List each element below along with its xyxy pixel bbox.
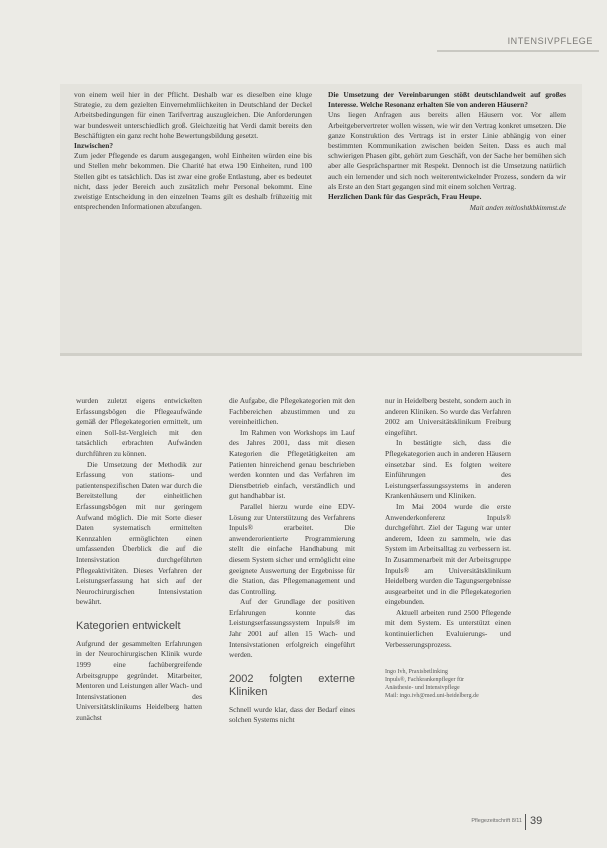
caption-line: Anästhesie- und Intensivpflege — [385, 685, 460, 692]
section-tag: INTENSIVPFLEGE — [507, 36, 593, 46]
article-paragraph: nur in Heidelberg besteht, sondern auch in anderen Kliniken. So wurde das Verfahren 2002 am Universitätsklinikum Freiburg eingeführt. — [385, 396, 511, 437]
interview-right-column — [328, 90, 566, 353]
interview-signoff: Mait anden mitloshtkbkimmst.de — [469, 203, 566, 213]
interview-box — [60, 84, 582, 356]
article-column-1 — [76, 396, 202, 724]
page-number: 39 — [530, 815, 543, 827]
interview-question: Inzwischen? — [74, 141, 114, 151]
subheading-kategorien: Kategorien entwickelt — [76, 619, 181, 632]
article-paragraph: Im Mai 2004 wurde die erste Anwenderkonferenz Inpuls® durchgeführt. Ziel der Tagung war unter anderem, Ideen zu sammeln, wie das System im Arbeitsalltag zu verbessern ist. In Zusammenarbeit mit der Arbeitsgruppe Inpuls® am Universitätsklinikum Heidelberg wurden die Tagungsergebnisse ausgearbeitet und in die Pflegekategorien eingebunden. — [385, 501, 511, 607]
publication-name: Pflegezeitschrift 8/11 — [471, 818, 522, 824]
interview-left-column — [74, 90, 312, 353]
article-paragraph: Parallel hierzu wurde eine EDV-Lösung zur Unterstützung des Verfahrens Inpuls® erarbeitet. Die anwenderorientierte Programmierung stellt die einfache Handhabung mit diesem System sicher und ermöglicht eine geeignete Auswertung der Ergebnisse für die Station, das Pflegemanagement und das Controlling. — [229, 501, 355, 596]
caption-line: Ingo Ivh, Praxisbetlinking — [385, 669, 448, 676]
article-column-3 — [385, 396, 511, 700]
subheading-2002: 2002 folgten externe Kliniken — [229, 672, 355, 698]
caption-line: Inpuls®, Fachkrankenpfleger für — [385, 677, 465, 684]
caption-line: Mail: ingo.ivh@med.uni-heidelberg.de — [385, 693, 479, 700]
article-paragraph: Aufgrund der gesammelten Erfahrungen in der Neurochirurgischen Klinik wurde 1999 eine fachübergreifende Arbeitsgruppe gegründet. Mitarbeiter, Mentoren und Leistungen aller Wach- und Intensivstationen des Universitätsklinikums Heidelberg hatten zunächst — [76, 638, 202, 723]
article-paragraph: die Aufgabe, die Pflegekategorien mit den Fachbereichen abzustimmen und zu vereinheitlichen. — [229, 396, 355, 427]
article-paragraph: Aktuell arbeiten rund 2500 Pflegende mit dem System. Es unterstützt einen kontinuierlichen Evaluierungs- und Verbesserungsprozess. — [385, 607, 511, 649]
author-caption — [385, 668, 511, 700]
interview-closing: Herzlichen Dank für das Gespräch, Frau Heupe. — [328, 192, 482, 202]
interview-paragraph: Uns liegen Anfragen aus bereits allen Häusern vor. Vor allem Arbeitgebervertreter wollen wissen, wie wir den Vertrag konkret umsetzen. Die ganze Konstruktion des Vertrags ist in erster Linie abhängig von einer bestimmten Kommunikation zwischen beiden Seiten. Dass es auch mal schwierigen Phasen gibt, gehört zum Geschäft, von der Sache her bemühen sich aber alle Gesprächspartner mit Respekt. Dennoch ist die Umsetzung natürlich auch ein lernender und sich noch weiterentwickelnder Prozess, sondern da wir als Erste an den Start gegangen sind mit einem solchen Vertrag. — [328, 110, 566, 191]
article-paragraph: In bestätigte sich, dass die Pflegekategorien auch in anderen Häusern einsetzbar sind. Es folgten weitere Einführungen des Leistungserfassungssystems in anderen Krankenhäusern und Kliniken. — [385, 438, 511, 501]
interview-paragraph: Zum jeder Pflegende es darum ausgegangen, wohl Einheiten würden eine bis und Stellen mehr bekommen. Die Charité hat etwa 190 Einheiten, rund 100 Stellen gibt es tatsächlich. Das ist zwar eine große Entlastung, aber es bedeutet nicht, dass jeder Bereich auch zusätzlich mehr Personal bekommt. Eine zweistige Entscheidung in den einzelnen Teams gilt es deshalb frühzeitig mit entsprechenden Informationen abzufangen. — [74, 151, 312, 212]
article-paragraph: Im Rahmen von Workshops im Lauf des Jahres 2001, dass mit diesen Kategorien die Pflegetätigkeiten am Patienten hinreichend genau beschrieben werden konnten und das Verfahren im Dienstbetrieb einfach, verständlich und gut handhabbar ist. — [229, 427, 355, 501]
article-paragraph: Auf der Grundlage der positiven Erfahrungen konnte das Leistungserfassungssystem Inpuls® im Jahr 2001 auf allen 15 Wach- und Intensivstationen erfolgreich eingeführt werden. — [229, 597, 355, 660]
footer-divider — [525, 814, 526, 830]
article-paragraph: Schnell wurde klar, dass der Bedarf eines solchen Systems nicht — [229, 704, 355, 725]
section-rule — [437, 50, 599, 52]
interview-paragraph: von einem weil hier in der Pflicht. Deshalb war es dieselben eine kluge Strategie, zu dem gezielten Einvernehmliichkeiten in Deutschland der Deckel Arbeitsbedingungen für einen Tarifvertrag auszugleichen. Die Anforderungen war bundesweit unterschiedlich groß. Gleichzeitig hat Verdi damit bereits den Beschäftigten ein ganz recht hohe Bewertungsbildung gesetzt. — [74, 90, 312, 140]
article-paragraph: wurden zuletzt eigens entwickelten Erfassungsbögen die Pflegeaufwände gemäß der Pflegekategorien ermittelt, um einen Soll-Ist-Vergleich mit den tatsächlich erbrachten Aufwänden durchführen zu können. — [76, 396, 202, 458]
article-paragraph: Die Umsetzung der Methodik zur Erfassung von stations- und patientenspezifischen Daten war durch die Bereitstellung der einheitlichen Erfassungsbögen mit nur geringem Aufwand möglich. Die mit Sorte dieser Daten systematisch ermittelten Kennzahlen ermöglichten einen umfassenden Überblick die auf die Intensivstation durchgeführten Pflegeaktivitäten. Dieses Verfahren der Leistungserfassung hat sich auf der Neurochirurgischen Intensivstation bewährt. — [76, 459, 202, 607]
interview-question: Die Umsetzung der Vereinbarungen stößt deutschlandweit auf großes Interesse. Welche Resonanz erhalten Sie von anderen Häusern? — [328, 90, 566, 110]
article-column-2 — [229, 396, 355, 726]
